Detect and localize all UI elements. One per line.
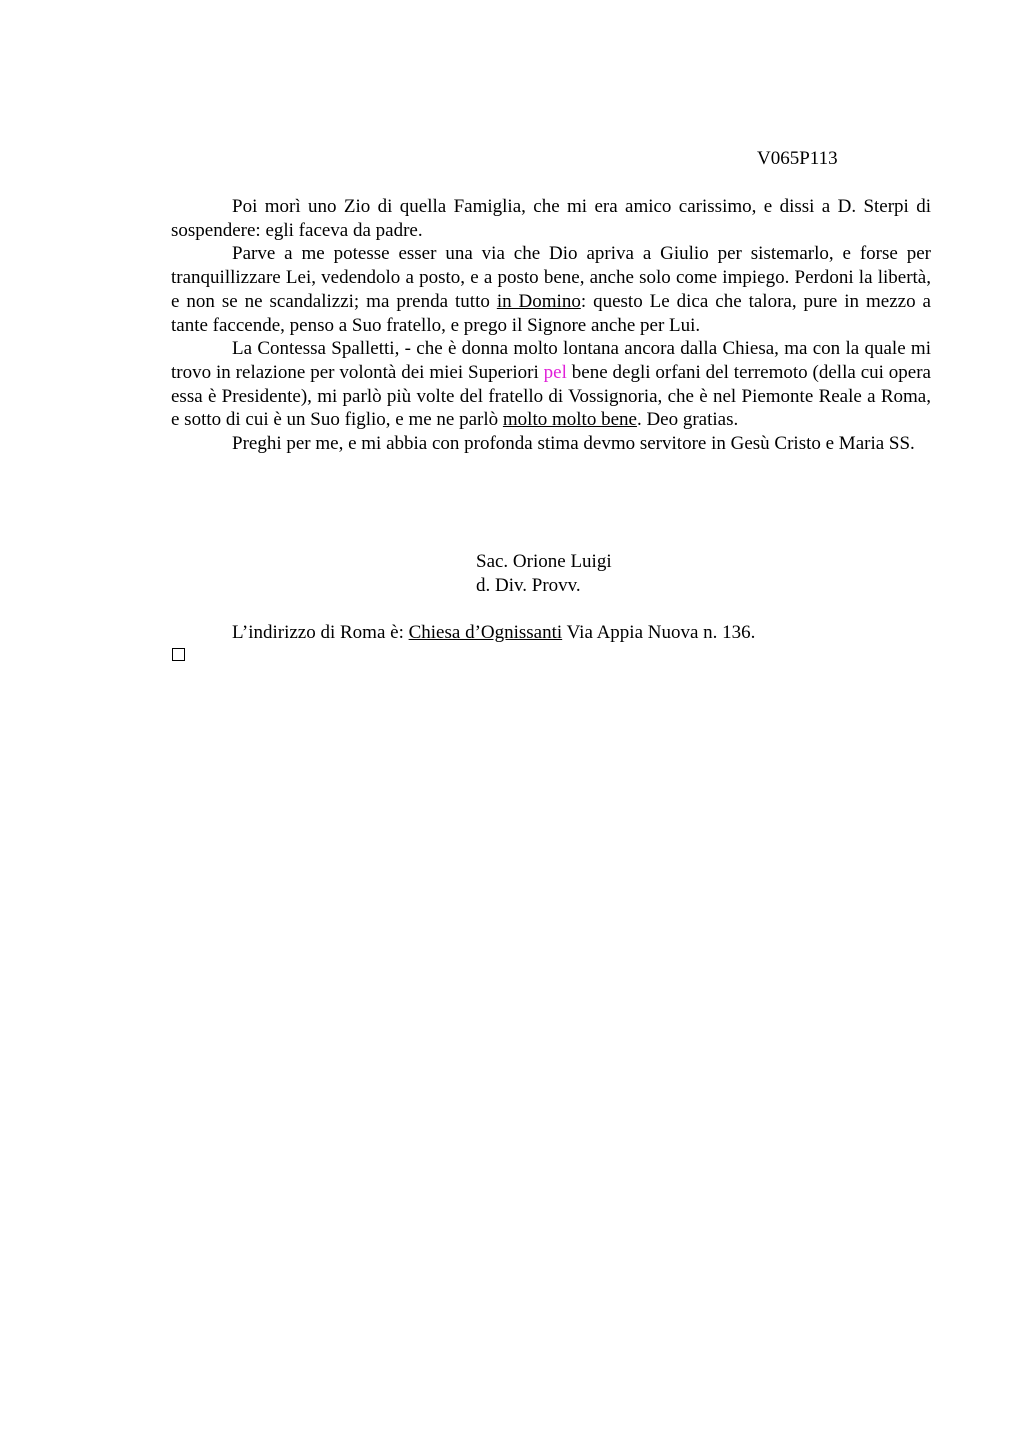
paragraph-1-text: Poi morì uno Zio di quella Famiglia, che mi era amico carissimo, e dissi a D. Sterpi di sospendere: egli faceva da padre.: [171, 196, 931, 241]
paragraph-2: [171, 242, 931, 337]
underlined-in-domino: in Domino: [496, 290, 581, 312]
letter-body: [171, 195, 931, 456]
signature-block: [476, 550, 612, 598]
signature-title: d. Div. Provv.: [476, 575, 581, 596]
paragraph-4-text: Preghi per me, e mi abbia con profonda stima devmo servitore in Gesù Cristo e Maria SS.: [232, 433, 915, 455]
end-of-document-box-icon: [172, 648, 185, 661]
signature-name: Sac. Orione Luigi: [476, 551, 612, 572]
paragraph-2-text-start: Parve a me potesse esser una via che Dio apriva a Giulio per sistemarlo, e forse per tranquillizzare Lei, vedendolo a posto, e a posto bene, anche solo come impiego. Perdoni la libertà, e non se ne scandalizzi; ma prenda tutto: [171, 243, 931, 312]
paragraph-3: [171, 337, 931, 432]
postscript-text-end: Via Appia Nuova n. 136.: [562, 622, 756, 643]
postscript-text-start: L’indirizzo di Roma è:: [232, 622, 409, 643]
paragraph-3-text-middle: bene degli orfani del terremoto (della cui opera essa è Presidente), mi parlò più volte del fratello di Vossignoria, che è nel Piemonte Reale a Roma, e sotto di cui è un Suo figlio, e me ne parlò: [171, 361, 931, 431]
paragraph-2-text-end: : questo Le dica che talora, pure in mezzo a tante faccende, penso a Suo fratello, e prego il Signore anche per Lui.: [171, 290, 931, 336]
highlighted-word-pel: pel: [543, 361, 567, 383]
underlined-chiesa-ognissanti: Chiesa d’Ognissanti: [408, 622, 563, 643]
postscript: [232, 621, 755, 645]
paragraph-3-text-start: La Contessa Spalletti, - che è donna molto lontana ancora dalla Chiesa, ma con la quale mi trovo in relazione per volontà dei miei Superiori: [171, 338, 931, 383]
paragraph-1: [171, 195, 931, 242]
page-code: V065P113: [757, 148, 838, 169]
paragraph-4: [171, 432, 931, 456]
underlined-molto-molto-bene: molto molto bene: [502, 409, 637, 431]
paragraph-3-text-end: . Deo gratias.: [636, 409, 739, 431]
